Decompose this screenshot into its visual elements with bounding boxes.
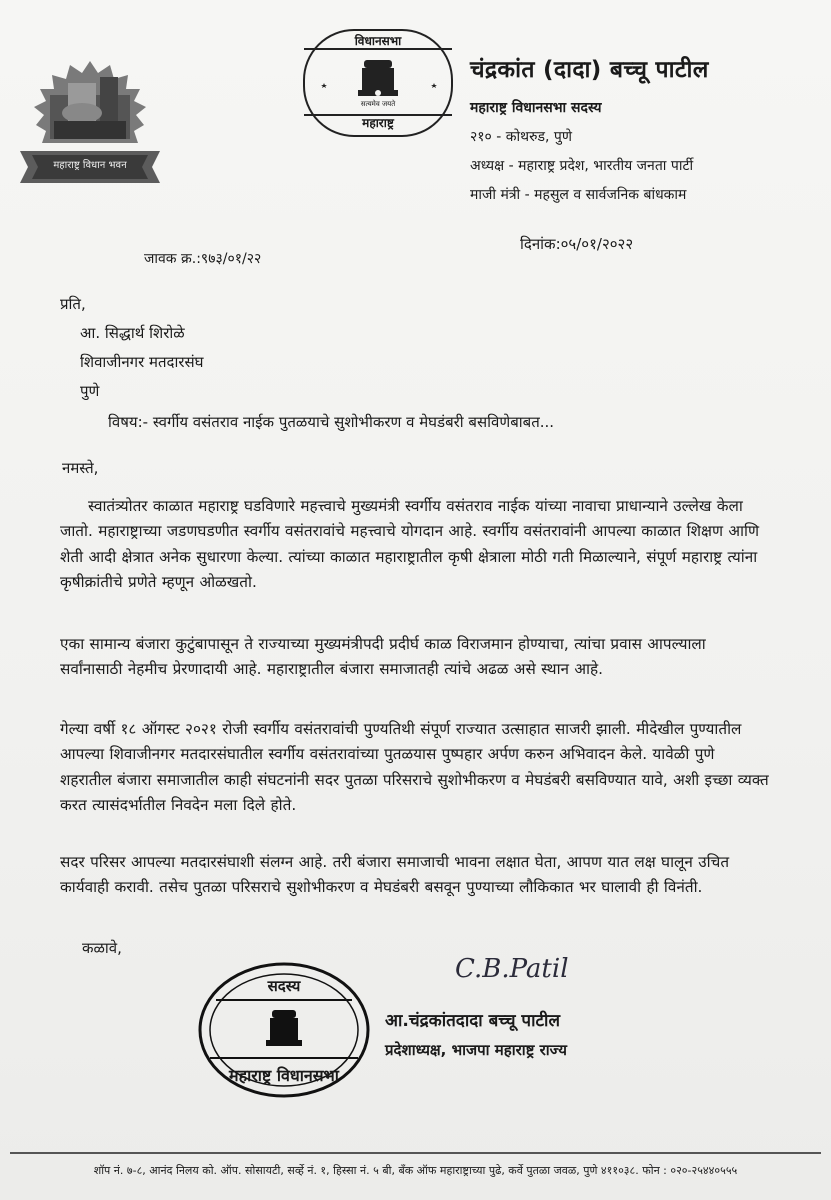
footer-divider bbox=[10, 1152, 821, 1154]
vidhan-bhavan-emblem bbox=[10, 55, 170, 195]
body-paragraph-1: स्वातंत्र्योतर काळात महाराष्ट्र घडविणारे महत्त्वाचे मुख्यमंत्री स्वर्गीय वसंतराव नाईक यांच्या नावाचा प्राधान्याने उल्लेख केला जातो. महाराष्ट्राच्या जडणघडणीत स्वर्गीय वसंतरावांचे महत्त्वाचे योगदान आहे. स्वर्गीय वसंतरावांनी आपल्या काळात शिक्षण आणि शेती आदी क्षेत्रात अनेक सुधारणा केल्या. त्यांच्या काळात महाराष्ट्रातील कृषी क्षेत्राला मोठी गती मिळाल्याने, संपूर्ण महाराष्ट्र त्यांना कृषीक्रांतीचे प्रणेते म्हणून ओळखतो. bbox=[60, 497, 760, 592]
seal-bottom-text: महाराष्ट्र bbox=[362, 116, 394, 130]
letter-date: दिनांक:०५/०१/२०२२ bbox=[520, 235, 634, 253]
handwritten-signature: C.B.Patil bbox=[455, 954, 569, 984]
sender-party-role: अध्यक्ष - महाराष्ट्र प्रदेश, भारतीय जनता पार्टी bbox=[470, 158, 694, 174]
seal-top-text: विधानसभा bbox=[354, 34, 402, 48]
recipient-prefix: प्रति, bbox=[60, 295, 86, 313]
vidhan-sabha-seal bbox=[302, 28, 454, 138]
footer-address: शॉप नं. ७-८, आनंद निलय को. ऑप. सोसायटी, सर्व्हे नं. १, हिस्सा नं. ५ बी, बँक ऑफ महाराष्ट्राच्या पुढे, कर्वे पुतळा जवळ, पुणे ४११०३८. फोन : ०२०-२५४४०५५५ bbox=[93, 1164, 738, 1177]
sender-former-role: माजी मंत्री - महसुल व सार्वजनिक बांधकाम bbox=[470, 187, 687, 203]
signer-title: प्रदेशाध्यक्ष, भाजपा महाराष्ट्र राज्य bbox=[385, 1041, 567, 1059]
recipient-block bbox=[60, 294, 204, 410]
sender-constituency: २१० - कोथरुड, पुणे bbox=[470, 129, 572, 145]
signer-name: आ.चंद्रकांतदादा बच्चू पाटील bbox=[385, 1011, 560, 1031]
seal-motto: सत्यमेव जयते bbox=[360, 100, 396, 108]
sender-name: चंद्रकांत (दादा) बच्चू पाटील bbox=[470, 57, 709, 83]
body-paragraph-2: एका सामान्य बंजारा कुटुंबापासून ते राज्याच्या मुख्यमंत्रीपदी प्रदीर्घ काळ विराजमान होण्याचा, त्यांचा प्रवास आपल्याला सर्वांनासाठी नेहमीच प्रेरणादायी आहे. महाराष्ट्रातील बंजारा समाजातही त्यांचे अढळ असे स्थान आहे. bbox=[60, 635, 706, 679]
salutation: नमस्ते, bbox=[62, 459, 99, 477]
member-stamp bbox=[196, 960, 372, 1100]
recipient-name: आ. सिद्धार्थ शिरोळे bbox=[80, 324, 185, 342]
letterhead bbox=[470, 52, 709, 204]
body-paragraph-4: सदर परिसर आपल्या मतदारसंघाशी संलग्न आहे. तरी बंजारा समाजाची भावना लक्षात घेता, आपण यात लक्ष घालून उचित कार्यवाही करावी. तसेच पुतळा परिसराचे सुशोभीकरण व मेघडंबरी बसवून पुण्याच्या लौकिकात भर घालावी ही विनंती. bbox=[60, 853, 730, 897]
body-paragraph-3: गेल्या वर्षी १८ ऑगस्ट २०२१ रोजी स्वर्गीय वसंतरावांची पुण्यतिथी संपूर्ण राज्यात उत्साहात साजरी झाली. मीदेखील पुण्यातील आपल्या शिवाजीनगर मतदारसंघातील स्वर्गीय वसंतरावांच्या पुतळयास पुष्पहार अर्पण करुन अभिवादन केले. यावेळी पुणे शहरातील बंजारा समाजातील काही संघटनांनी सदर पुतळा परिसराचे सुशोभीकरण व मेघडंबरी बसविण्यात यावे, अशी इच्छा व्यक्त करत त्यासंदर्भातील निवदेन मला दिले होते. bbox=[60, 720, 769, 815]
recipient-city: पुणे bbox=[80, 382, 100, 400]
recipient-constituency: शिवाजीनगर मतदारसंघ bbox=[80, 353, 204, 371]
stamp-top-text: सदस्य bbox=[267, 977, 301, 995]
reference-number: जावक क्र.:९७३/०१/२२ bbox=[144, 251, 262, 267]
emblem-banner-text: महाराष्ट्र विधान भवन bbox=[53, 160, 127, 171]
closing-text: कळावे, bbox=[82, 939, 122, 957]
sender-designation: महाराष्ट्र विधानसभा सदस्य bbox=[470, 100, 602, 116]
stamp-bottom-text: महाराष्ट्र विधानसभा bbox=[229, 1066, 339, 1085]
letter-subject: विषय:- स्वर्गीय वसंतराव नाईक पुतळयाचे सुशोभीकरण व मेघडंबरी बसविणेबाबत... bbox=[108, 413, 555, 431]
